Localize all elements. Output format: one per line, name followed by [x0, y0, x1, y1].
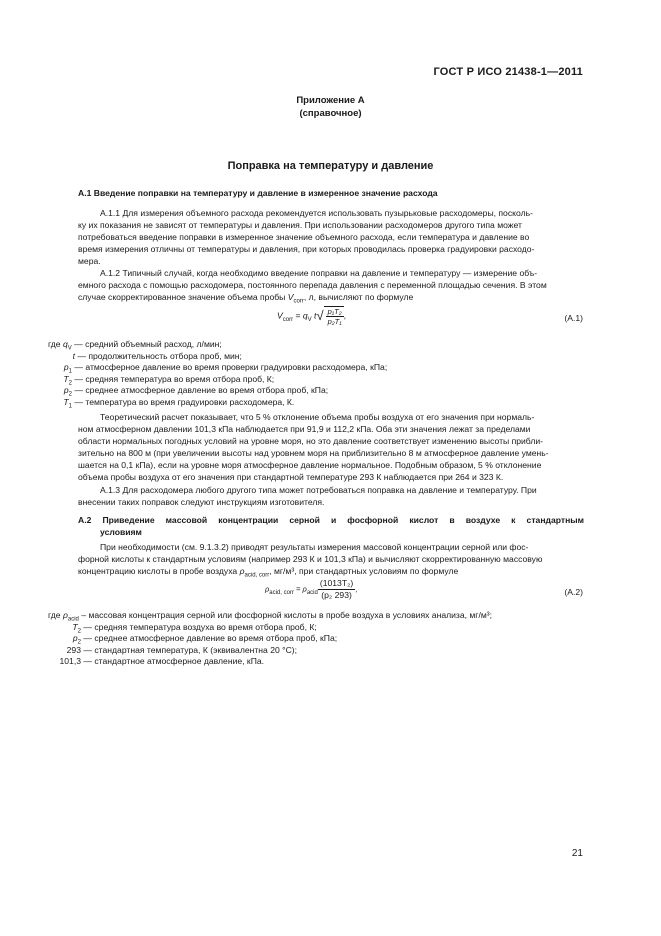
list-item: 293 — стандартная температура, К (эквивалентна 20 °С); [66, 644, 298, 655]
list-item: где $\rho_{acid}$ – массовая концентрация серной или фосфорной кислоты в пробе воздуха в условиях анализа, мг/м³; [48, 610, 492, 623]
text-line: А.1.1 Для измерения объемного расхода рекомендуется использовать пузырьковые расходомеры, посколь- [100, 208, 533, 218]
text-line: объема пробы воздуха от его значения при стандартной температуре 293 К наблюдается при 264 и 323 К. [78, 472, 504, 482]
sqrt-sign: √ [316, 308, 324, 323]
text-line: ном атмосферном давлении 101,3 кПа наблюдается при 91,9 и 112,2 кПа. Оба эти значения лежат за пределами [78, 424, 531, 434]
text-line: емного расхода с помощью расходомера, постоянного перепада давления с переменной площадью сечения. В этом [78, 280, 547, 290]
text-line: Теоретический расчет показывает, что 5 % отклонение объема пробы воздуха от его значения при нормаль- [100, 412, 535, 422]
list-item: $p_1$ — атмосферное давление во время проверки градуировки расходомера, кПа; [63, 362, 388, 375]
text-line: потребоваться введение поправки в измеренное значение объемного расхода, если температура и давление во [78, 232, 530, 242]
annex-type: (справочное) [299, 108, 362, 119]
where-list-a2 [48, 610, 588, 668]
text-line: При необходимости (см. 9.1.3.2) приводят результаты измерения массовой концентрации серной или фос- [100, 542, 529, 552]
text-line: ку их показания не зависят от температуры и давления. При использовании расходомеров другого типа может [78, 220, 522, 230]
sqrt-body [324, 306, 344, 326]
section-a2-heading: А.2 Приведение массовой концентрации серной и фосфорной кислот в воздухе к стандартным условиям [78, 515, 584, 537]
paragraph-a1-2 [78, 267, 584, 308]
text-line: мера. [78, 256, 101, 266]
standard-header: ГОСТ Р ИСО 21438-1—2011 [433, 66, 583, 78]
page-number: 21 [571, 848, 583, 859]
list-item: $T_2$ — средняя температура во время отбора проб, К; [63, 373, 275, 387]
text-line: случае скорректированное значение объема пробы $V_{corr}$, л, вычисляют по формуле [78, 292, 414, 305]
list-item: $p_2$ — среднее атмосферное давление во время отбора проб, кПа; [63, 385, 329, 399]
paragraph-a1-theory [78, 411, 584, 483]
list-item: $T_1$ — температура во время градуировки расходомера, К. [63, 396, 295, 410]
formula-a1: $V_{corr} = q_V$ t√ $\frac{\text{p₁T₂}}{\text{p₂T₁}}$ , [277, 307, 346, 326]
text-line: области нормальных погодных условий на уровне моря, но это давление соответствует изменению высоты прибли- [78, 436, 544, 446]
text-line: время измерения отличны от температуры и давления, при которых проводилась проверка градуировки расходо- [78, 244, 535, 254]
text-line: шается на 0,1 кПа), если на уровне моря атмосферное давление нормальное. Подобным образом, 5 % отклонение [78, 460, 542, 470]
list-item: 101,3 — стандартное атмосферное давление, кПа. [59, 656, 265, 667]
fraction: $\frac{\text{p₁T₂}}{\text{p₂T₁}}$ [327, 307, 342, 326]
formula-number-a1: (А.1) [564, 313, 583, 323]
fraction: $\frac{\text{(1013T₂)}}{\text{(p₂ 293)}}$ [319, 578, 354, 600]
paragraph-a2-1 [78, 541, 584, 582]
section-a1-heading: А.1 Введение поправки на температуру и давление в измеренное значение расхода [78, 188, 438, 198]
where-list-a1 [48, 339, 588, 409]
formula-number-a2: (А.2) [564, 587, 583, 597]
text-line: форной кислоты к стандартным условиям (например 293 К и 101,3 кПа) и вычисляют скорректированную массовую [78, 554, 543, 564]
paragraph-a1-3 [78, 484, 584, 508]
text-line: А.1.2 Типичный случай, когда необходимо введение поправки на давление и температуру — измерение объ- [100, 268, 538, 278]
formula-a2: $\rho_{acid, corr} = \rho_{acid}$ $\frac{\text{(1013T₂)}}{\text{(p₂ 293)}}$ , [265, 578, 358, 600]
text-line: концентрацию кислоты в пробе воздуха $\rho_{acid, corr}$, мг/м³, при стандартных условиям по формуле [78, 566, 459, 579]
paragraph-a1-1 [78, 207, 584, 267]
list-item: $T_2$ — средняя температура воздуха во время отбора проб, К; [72, 621, 317, 635]
list-item: $p_2$ — среднее атмосферное давление во время отбора проб, кПа; [72, 633, 338, 646]
text-line: А.1.3 Для расходомера любого другого типа может потребоваться поправка на давление и температуру. При [100, 485, 537, 495]
annex-label: Приложение А [296, 95, 365, 106]
list-item: t — продолжительность отбора проб, мин; [72, 350, 242, 361]
list-item: где $q_V$ — средний объемный расход, л/мин; [48, 339, 222, 352]
text-line: зительно на 800 м (при увеличении высоты над уровнем моря на приблизительно 8 м атмосферное давление умень- [78, 448, 549, 458]
text-line: внесении таких поправок следуют инструкциям изготовителя. [78, 497, 325, 507]
page-title: Поправка на температуру и давление [227, 160, 434, 172]
